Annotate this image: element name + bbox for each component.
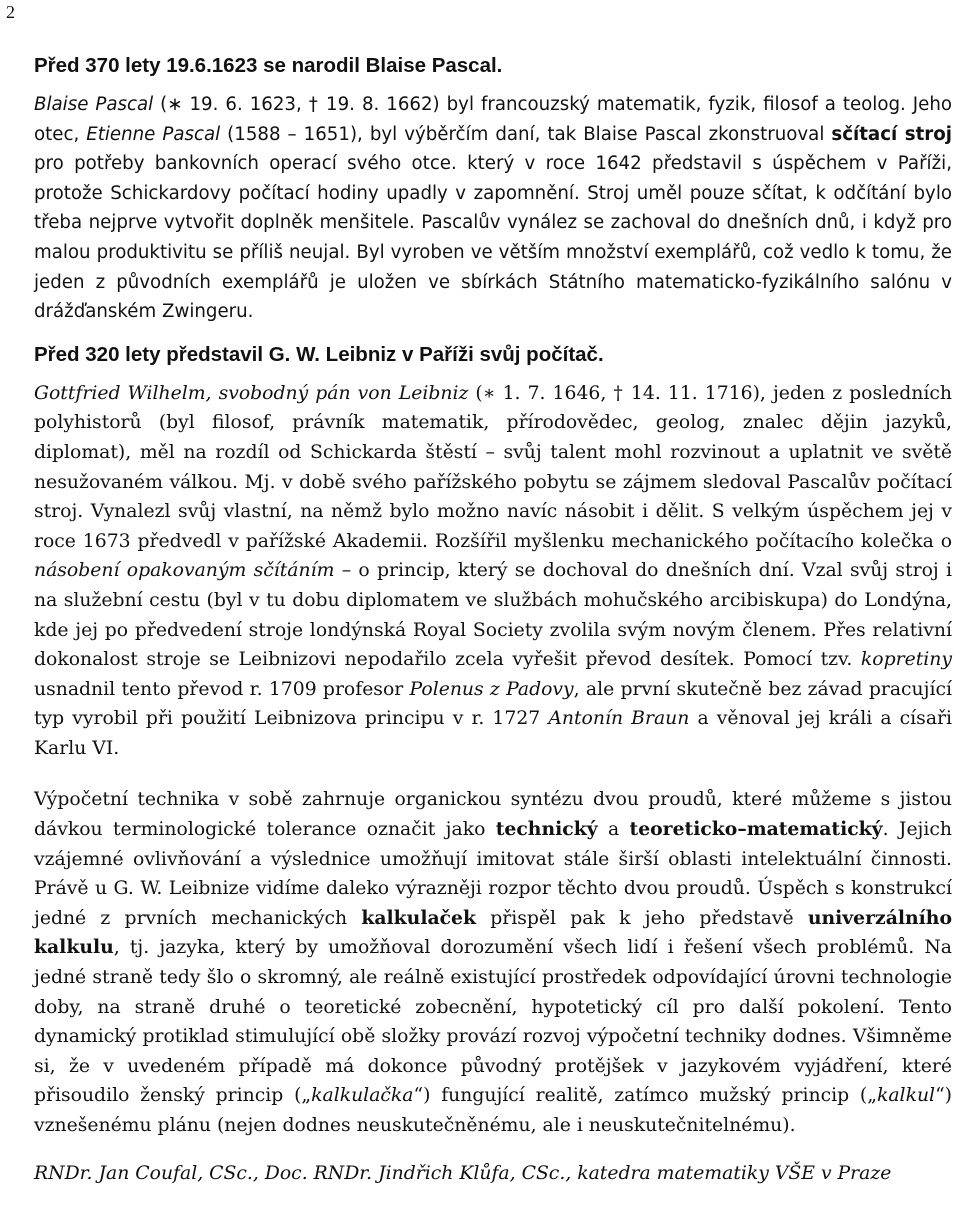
essay-text-2: a — [597, 819, 630, 841]
leibniz-paragraph — [34, 379, 952, 764]
polenus-name: Polenus z Padovy — [409, 678, 574, 700]
page-number: 2 — [6, 2, 15, 22]
pascal-paragraph — [34, 90, 952, 327]
essay-text-7: “) vznešenému plánu (nejen dodnes neuskutečněnému, ale i neuskutečnitelnému). — [34, 1085, 952, 1136]
pascal-heading: Před 370 lety 19.6.1623 se narodil Blaise Pascal. — [34, 54, 503, 77]
kalkul-term: kalkul — [876, 1085, 936, 1107]
essay-paragraph — [34, 785, 952, 1140]
pascal-text-2: (1588 – 1651), byl výběrčím daní, tak Blaise Pascal zkonstruoval — [220, 123, 832, 145]
leibniz-text-5: a věnoval jej králi a císaři Karlu VI. — [34, 708, 952, 759]
leibniz-text-3: usnadnil tento převod r. 1709 profesor — [34, 678, 410, 700]
pascal-text-3: pro potřeby bankovních operací svého otce. který v roce 1642 představil s úspěchem v Paříži, protože Schickardovy počítací hodiny upadly v zapomnění. Stroj uměl pouze sčítat, k odčítání bylo třeba nejprve vytvořit doplněk menšitele. Pascalův vynález se zachoval do dnešních dnů, i když pro malou produktivitu se příliš neujal. Byl vyroben ve větším množství exemplářů, což vedlo k tomu, že jeden z původních exemplářů je uložen ve sbírkách Státního matematicko-fyzikálního salónu v drážďanském Zwingeru. — [34, 153, 952, 323]
technical-term: technický — [495, 818, 598, 841]
essay-text-5: , tj. jazyka, který by umožňoval dorozumění všech lidí i řešení všech problémů. Na jedné straně tedy šlo o skromný, ale reálně existující prostředek odpovídající úrovni technologie doby, na straně druhé o teoretické zobecnění, hypotetický cíl pro další pokolení. Tento dynamický protiklad stimulující obě složky provází rozvoj výpočetní techniky dodnes. Všimněme si, že v uvedeném případě má dokonce původný protějšek v jazykovém vyjádření, které přisoudilo ženský princip („ — [34, 937, 952, 1107]
essay-text-4: přispěl pak k jeho představě — [476, 907, 808, 929]
leibniz-text-2: – o princip, který se dochoval do dnešních dní. Vzal svůj stroj i na služební cestu (byl v tu dobu diplomatem ve službách mohučského arcibiskupa) do Londýna, kde jej po předvedení stroje londýnská Royal Society zvolila svým novým členem. Přes relativní dokonalost stroje se Leibnizovi nepodařilo zcela vyřešit převod desítek. Pomocí tzv. — [34, 560, 952, 671]
article-body — [34, 52, 952, 1188]
calculator-term: sčítací stroj — [831, 123, 952, 145]
pascal-text-1: (∗ 19. 6. 1623, † 19. 8. 1662) byl francouzský matematik, fyzik, filosof a teolog. Jeho otec, — [34, 94, 953, 145]
essay-text-3: . Jejich vzájemné ovlivňování a výslednice umožňují imitovat stále širší oblasti intelektuální činnosti. Právě u G. W. Leibnize vidíme daleko výrazněji rozpor těchto dvou proudů. Úspěch s konstrukcí jedné z prvních mechanických — [34, 819, 953, 929]
universal-calculus-term: univerzálního kalkulu — [34, 906, 952, 959]
leibniz-text-1: (∗ 1. 7. 1646, † 14. 11. 1716), jeden z posledních polyhistorů (byl filosof, právník matematik, přírodovědec, geolog, znalec dějin jazyků, diplomat), měl na rozdíl od Schickarda štěstí – svůj talent mohl rozvinout a uplatnit ve světě nesužovaném válkou. Mj. v době svého pařížského pobytu se zájmem sledoval Pascalův počítací stroj. Vynalezl svůj vlastní, na němž bylo možno navíc násobit i dělit. S velkým úspěchem jej v roce 1673 předvedl v pařížské Akademii. Rozšířil myšlenku mechanického počítacího kolečka o — [34, 382, 952, 552]
braun-name: Antonín Braun — [548, 708, 690, 730]
leibniz-name: Gottfried Wilhelm, svobodný pán von Leibniz — [34, 382, 469, 404]
authors-line: RNDr. Jan Coufal, CSc., Doc. RNDr. Jindřich Klůfa, CSc., katedra matematiky VŠE v Praze — [34, 1162, 892, 1184]
leibniz-text-4: , ale první skutečně bez závad pracující typ vyrobil při použití Leibnizova principu v r. 1727 — [34, 678, 952, 730]
theoretical-term: teoreticko–matematický — [629, 818, 883, 841]
calculators-term: kalkulaček — [361, 906, 477, 929]
kopretiny-term: kopretiny — [860, 649, 952, 671]
father-name: Etienne Pascal — [86, 123, 221, 145]
pascal-name: Blaise Pascal — [34, 94, 154, 115]
kalkulacka-term: kalkulačka — [311, 1085, 414, 1107]
leibniz-heading: Před 320 lety představil G. W. Leibniz v Paříži svůj počítač. — [34, 342, 604, 366]
essay-text-6: “) fungující realitě, zatímco mužský princip („ — [413, 1085, 877, 1107]
essay-text-1: Výpočetní technika v sobě zahrnuje organickou syntézu dvou proudů, které můžeme s jistou dávkou terminologické tolerance označit jako — [34, 789, 952, 841]
multiplication-term: násobení opakovaným sčítáním — [34, 560, 335, 582]
